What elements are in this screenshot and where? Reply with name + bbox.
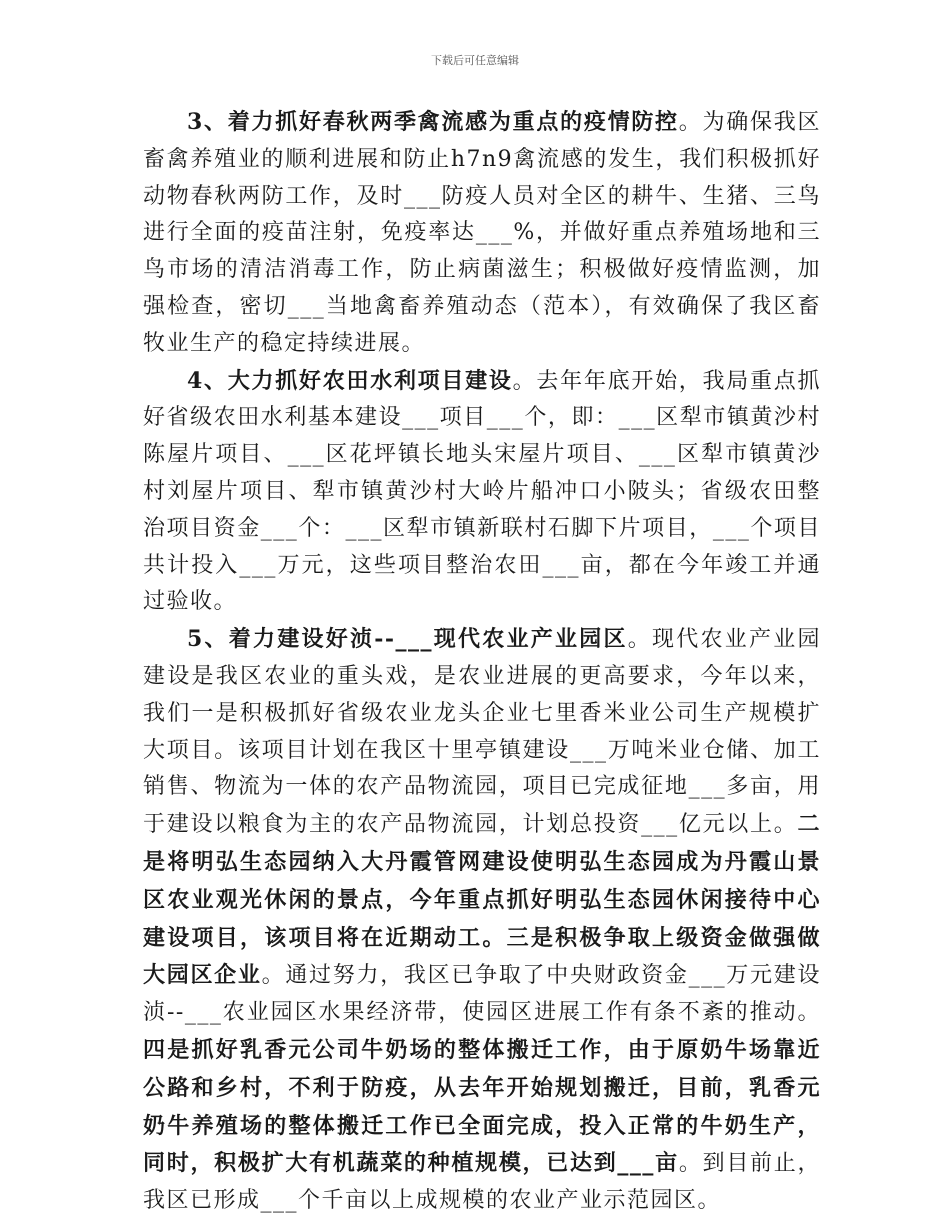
body-5b: 。通过努力，我区已争取了中央财政资金___万元建设浈--___农业园区水果经济带，使园区进展工作有条不紊的推动。 bbox=[143, 963, 821, 1026]
page-header: 下载后可任意编辑 bbox=[431, 54, 519, 67]
document-body bbox=[143, 104, 821, 1220]
paragraph-3 bbox=[143, 104, 821, 363]
bold-5b: 二是将明弘生态园纳入大丹霞管网建设使明弘生态园成为丹霞山景区农业观光休闲的景点，今年重点抓好明弘生态园休闲接待中心建设项目，该项目将在近期动工。三是积极争取上级资金做强做大园区企业 bbox=[143, 811, 821, 989]
heading-4: 4、大力抓好农田水利项目建设 bbox=[187, 367, 513, 394]
body-3: 。为确保我区畜禽养殖业的顺利进展和防止h7n9禽流感的发生，我们积极抓好动物春秋两防工作，及时___防疫人员对全区的耕牛、生猪、三鸟进行全面的疫苗注射，免疫率达___%，并做好重点养殖场地和三鸟市场的清洁消毒工作，防止病菌滋生；积极做好疫情监测，加强检查，密切___当地禽畜养殖动态（范本），有效确保了我区畜牧业生产的稳定持续进展。 bbox=[143, 110, 821, 356]
bold-5c: 四是抓好乳香元公司牛奶场的整体搬迁工作，由于原奶牛场靠近公路和乡村，不利于防疫，从去年开始规划搬迁，目前，乳香元奶牛养殖场的整体搬迁工作已全面完成，投入正常的牛奶生产，同时，积极扩大有机蔬菜的种植规模，已达到___亩 bbox=[143, 1036, 821, 1177]
body-4: 。去年年底开始，我局重点抓好省级农田水利基本建设___项目___个，即：___区犁市镇黄沙村陈屋片项目、___区花坪镇长地头宋屋片项目、___区犁市镇黄沙村刘屋片项目、犁市镇黄沙村大岭片船冲口小陂头；省级农田整治项目资金___个：___区犁市镇新联村石脚下片项目，___个项目共计投入___万元，这些项目整治农田___亩，都在今年竣工并通过验收。 bbox=[143, 368, 821, 615]
heading-5: 5、着力建设好浈--___现代农业产业园区 bbox=[187, 626, 628, 653]
heading-3: 3、着力抓好春秋两季禽流感为重点的疫情防控 bbox=[187, 109, 679, 135]
body-5c: 。到目前止，我区已形成___个千亩以上成规模的农业产业示范园区。 bbox=[143, 1151, 821, 1214]
paragraph-5 bbox=[143, 621, 821, 1220]
paragraph-4 bbox=[143, 363, 821, 622]
body-5a: 。现代农业产业园建设是我区农业的重头戏，是农业进展的更高要求，今年以来，我们一是积极抓好省级农业龙头企业七里香米业公司生产规模扩大项目。该项目计划在我区十里亭镇建设___万吨米业仓储、加工销售、物流为一体的农产品物流园，项目已完成征地___多亩，用于建设以粮食为主的农产品物流园，计划总投资___亿元以上。 bbox=[143, 627, 821, 838]
